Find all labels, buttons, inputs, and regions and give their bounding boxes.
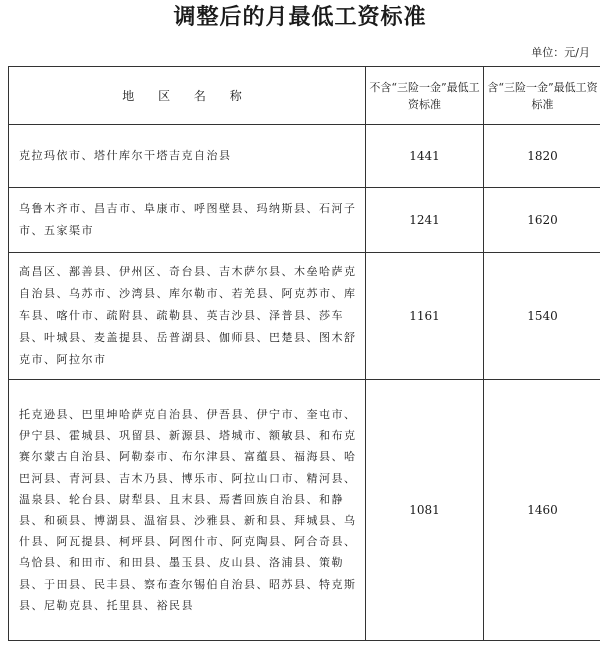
wage-table (8, 66, 600, 641)
wage-with-cell: 1540 (484, 253, 600, 380)
wage-with-cell: 1620 (484, 188, 600, 253)
table-row (9, 125, 600, 188)
region-cell: 托克逊县、巴里坤哈萨克自治县、伊吾县、伊宁市、奎屯市、伊宁县、霍城县、巩留县、新源县、塔城市、额敏县、和布克赛尔蒙古自治县、阿勒泰市、布尔津县、富蕴县、福海县、哈巴河县、青河县、吉木乃县、博乐市、阿拉山口市、精河县、温泉县、轮台县、尉犁县、且末县、焉耆回族自治县、和静县、和硕县、博湖县、温宿县、沙雅县、新和县、拜城县、乌什县、阿瓦提县、柯坪县、阿图什市、阿克陶县、阿合奇县、乌恰县、和田市、和田县、墨玉县、皮山县、洛浦县、策勒县、于田县、民丰县、察布查尔锡伯自治县、昭苏县、特克斯县、尼勒克县、托里县、裕民县 (9, 380, 366, 641)
region-cell: 克拉玛依市、塔什库尔干塔吉克自治县 (9, 125, 366, 188)
wage-without-cell: 1441 (366, 125, 484, 188)
region-cell: 高昌区、鄯善县、伊州区、奇台县、吉木萨尔县、木垒哈萨克自治县、乌苏市、沙湾县、库尔勒市、若羌县、阿克苏市、库车县、喀什市、疏附县、疏勒县、英吉沙县、泽普县、莎车县、叶城县、麦盖提县、岳普湖县、伽师县、巴楚县、图木舒克市、阿拉尔市 (9, 253, 366, 380)
page-title: 调整后的月最低工资标准 (173, 5, 427, 30)
wage-with-cell: 1820 (484, 125, 600, 188)
wage-without-cell: 1161 (366, 253, 484, 380)
wage-without-cell: 1081 (366, 380, 484, 641)
unit-label: 单位：元/月 (531, 46, 590, 59)
wage-without-cell: 1241 (366, 188, 484, 253)
region-cell: 乌鲁木齐市、昌吉市、阜康市、呼图壁县、玛纳斯县、石河子市、五家渠市 (9, 188, 366, 253)
header-region: 地 区 名 称 (9, 67, 366, 125)
table-row (9, 188, 600, 253)
table-row (9, 380, 600, 641)
table-row (9, 253, 600, 380)
header-with-insurance: 含“三险一金”最低工资标准 (484, 67, 600, 125)
header-without-insurance: 不含“三险一金”最低工资标准 (366, 67, 484, 125)
wage-with-cell: 1460 (484, 380, 600, 641)
table-header-row (9, 67, 600, 125)
